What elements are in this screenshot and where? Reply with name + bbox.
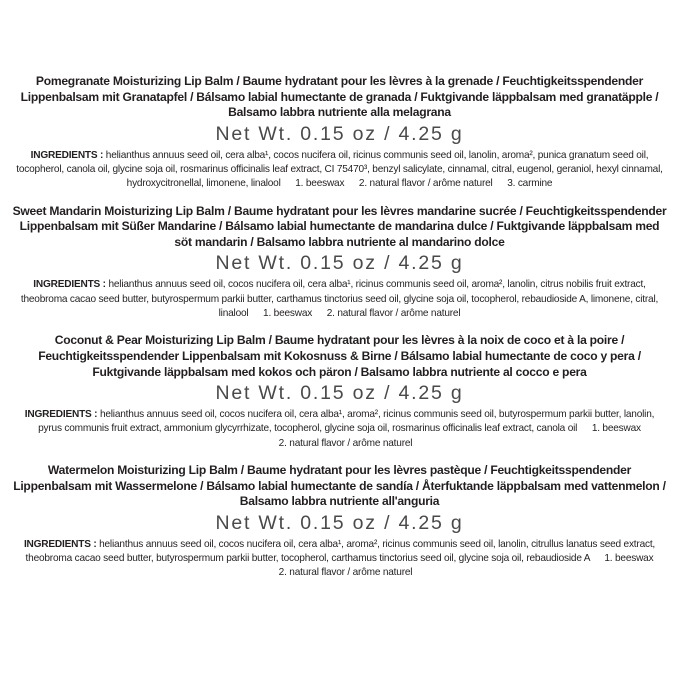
product-label-coconut-pear	[12, 333, 668, 451]
net-weight: Net Wt. 0.15 oz / 4.25 g	[215, 382, 464, 405]
ingredients-paragraph	[14, 408, 666, 451]
product-label-pomegranate	[12, 74, 668, 192]
ingredients-text: helianthus annuus seed oil, cocos nucifera oil, cera alba¹, aroma², ricinus communis seed oil, lanolin, citrullus lanatus seed extract, theobroma cacao seed butter, butyrospermum parkii butter, tocopherol, carthamus tinctorius seed oil, glycine soja oil, rebaudioside A	[25, 538, 656, 565]
ingredients-label: INGREDIENTS :	[30, 149, 104, 161]
ingredients-label: INGREDIENTS :	[33, 279, 106, 291]
ingredients-text: helianthus annuus seed oil, cocos nucifera oil, cera alba¹, aroma², ricinus communis seed oil, butyrospermum parkii butter, lanolin, pyrus communis fruit extract, ammonium glycyrrhizate, tocopherol, glycine soja oil, rosmarinus officinalis leaf extract, canola oil	[38, 409, 655, 435]
footnote: 2. natural flavor / arôme naturel	[358, 178, 493, 190]
ingredients-label: INGREDIENTS :	[23, 538, 97, 550]
footnote: 1. beeswax	[263, 308, 313, 320]
product-title: Sweet Mandarin Moisturizing Lip Balm / Baume hydratant pour les lèvres mandarine sucrée / Feuchtigkeitsspendender Lippenbalsam mit Süßer Mandarine / Bálsamo labial humectante de mandarina dulce / Fuktgivande läppbalsam med söt mandarin / Balsamo labbra nutriente al mandarino dolce	[12, 203, 667, 249]
product-title: Coconut & Pear Moisturizing Lip Balm / Baume hydratant pour les lèvres à la noix de coco et à la poire / Feuchtigkeitsspendender Lippenbalsam mit Kokosnuss & Birne / Bálsamo labial humectante de coco y pera / Fuktgivande läppbalsam med kokos och päron / Balsamo labbra nutriente al cocco e pera	[38, 333, 641, 379]
footnote: 2. natural flavor / arôme naturel	[326, 308, 461, 320]
footnote: 1. beeswax	[295, 178, 345, 190]
footnote: 2. natural flavor / arôme naturel	[278, 567, 413, 579]
footnote: 3. carmine	[507, 178, 553, 190]
product-title: Watermelon Moisturizing Lip Balm / Baume hydratant pour les lèvres pastèque / Feuchtigkeitsspendender Lippenbalsam mit Wassermelone / Bálsamo labial humectante de sandía / Återfuktande läppbalsam med vattenmelon / Balsamo labbra nutriente all'anguria	[13, 463, 666, 509]
ingredients-paragraph	[14, 278, 666, 321]
ingredients-paragraph	[14, 538, 666, 581]
net-weight: Net Wt. 0.15 oz / 4.25 g	[215, 252, 464, 275]
ingredients-text: helianthus annuus seed oil, cera alba¹, cocos nucifera oil, ricinus communis seed oil, lanolin, aroma², punica granatum seed oil, tocopherol, canola oil, glycine soja oil, rosmarinus officinalis leaf extract, CI 75470³, benzyl salicylate, cinnamal, citral, eugenol, geraniol, hexyl cinnamal, hydroxycitronellal, limonene, linalool	[16, 149, 663, 190]
ingredients-label: INGREDIENTS :	[24, 409, 98, 421]
footnote: 2. natural flavor / arôme naturel	[278, 437, 413, 449]
ingredients-text: helianthus annuus seed oil, cocos nucifera oil, cera alba¹, ricinus communis seed oil, aroma², lanolin, citrus nobilis fruit extract, theobroma cacao seed butter, butyrospermum parkii butter, carthamus tinctorius seed oil, glycine soja oil, tocopherol, rebaudioside A, limonene, citral, linalool	[20, 279, 659, 320]
footnote: 1. beeswax	[604, 553, 654, 565]
net-weight: Net Wt. 0.15 oz / 4.25 g	[215, 122, 464, 145]
product-label-sweet-mandarin	[12, 204, 668, 322]
product-title: Pomegranate Moisturizing Lip Balm / Baume hydratant pour les lèvres à la grenade / Feuchtigkeitsspendender Lippenbalsam mit Granatapfel / Bálsamo labial humectante de granada / Fuktgivande läppbalsam med granatäpple / Balsamo labbra nutriente alla melagrana	[20, 74, 659, 120]
footnote: 1. beeswax	[591, 423, 641, 435]
net-weight: Net Wt. 0.15 oz / 4.25 g	[215, 511, 464, 534]
product-label-watermelon	[12, 463, 668, 581]
ingredients-paragraph	[14, 149, 666, 192]
